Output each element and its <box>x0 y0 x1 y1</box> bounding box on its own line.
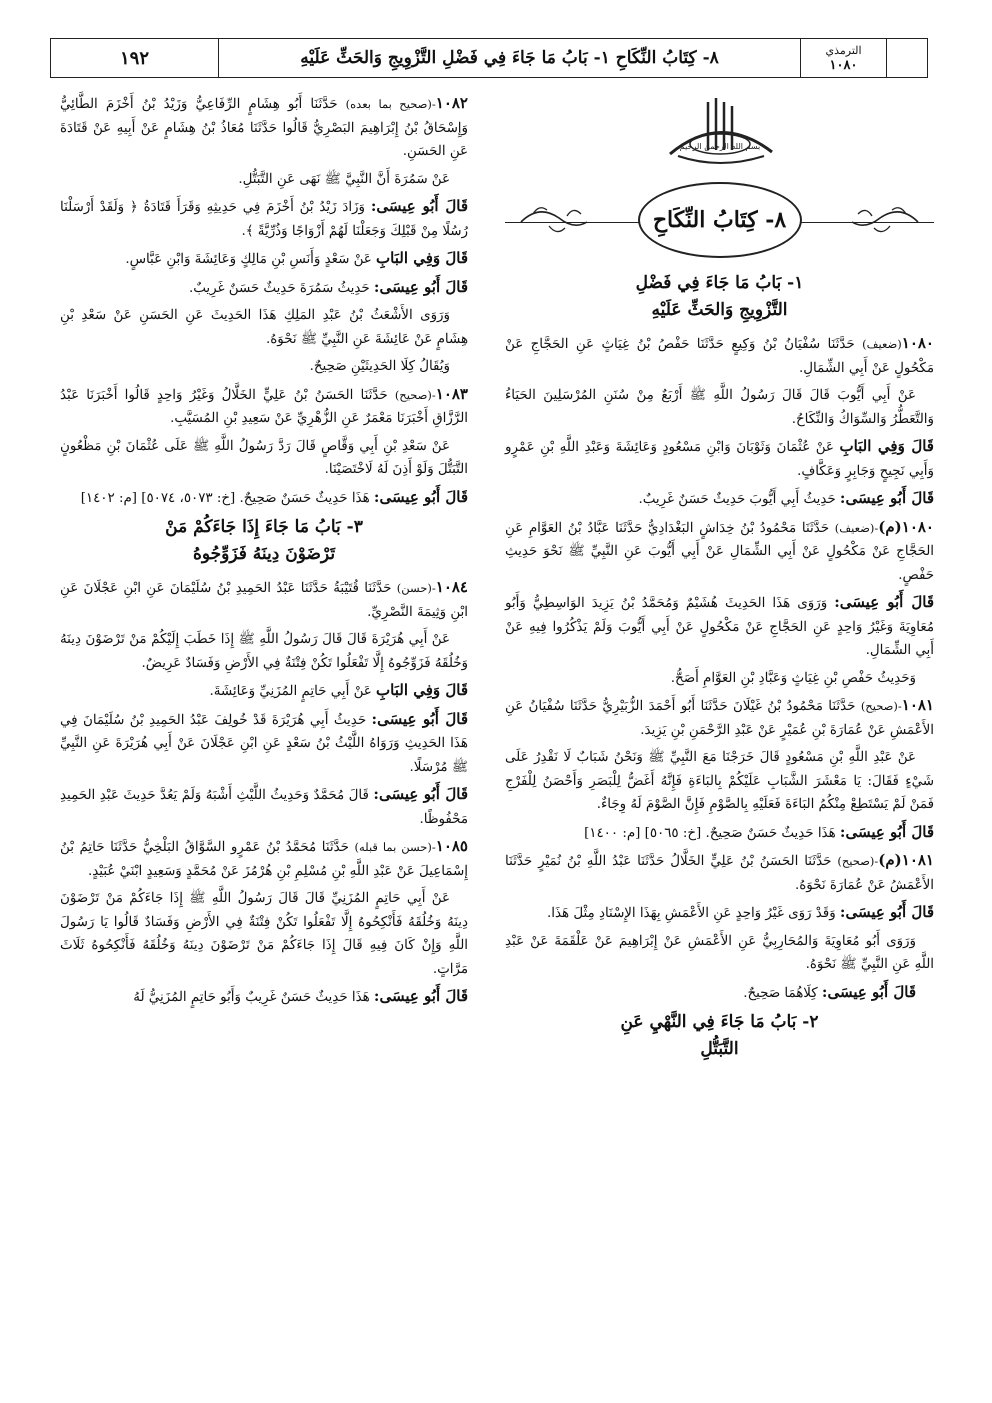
comment-label: قَالَ أَبُو عِيسَى: <box>839 903 934 921</box>
reference-box <box>801 39 887 77</box>
comment-label: قَالَ أَبُو عِيسَى: <box>834 593 934 611</box>
page-number: ١٩٢ <box>51 39 219 77</box>
chapter-heading-2 <box>505 1009 934 1063</box>
hadith-grade: -(صحيح) <box>860 699 902 713</box>
hadith-grade: -(ضعيف) <box>834 520 879 535</box>
hadith-grade: -(صحيح) <box>837 854 879 868</box>
book-title: ٨- كِتَابُ النِّكَاحِ <box>638 182 802 258</box>
hadith-number: ١٠٨١(م) <box>878 851 934 869</box>
chapter-heading-3 <box>60 514 468 568</box>
comment <box>505 487 934 512</box>
hadith-isnad: حَدَّثَنَا الحَسَنُ بْنُ عَلِيٍّ الخَلَّالُ وَغَيْرُ وَاحِدٍ قَالُوا أَخْبَرَنَا عَبْدُ الرَّزَّاقِ أَخْبَرَنَا مَعْمَرٌ عَنِ الزُّهْرِيِّ عَنْ سَعِيدِ بْنِ المُسَيَّبِ. <box>60 387 468 426</box>
hadith-grade: -(صحيح بما بعده) <box>345 97 436 111</box>
chapter-heading-1 <box>505 270 934 324</box>
hadith-1085 <box>60 835 468 883</box>
hadith-isnad: حَدَّثَنَا سُفْيَانُ بْنُ وَكِيعٍ حَدَّثَنَا حَفْصُ بْنُ غِيَاثٍ عَنِ الحَجَّاجِ عَنْ مَكْحُولٍ عَنْ أَبِي الشِّمَالِ. <box>505 337 934 376</box>
comment-text: وَزَادَ زَيْدُ بْنُ أَخْزَمَ فِي حَدِيثِهِ وَقَرَأَ قَتَادَةُ ﴿ وَلَقَدْ أَرْسَلْنَا رُسُلًا مِنْ قَبْلِكَ وَجَعَلْنَا لَهُمْ أَزْوَاجًا وَذُرِّيَّةً ﴾. <box>60 200 468 239</box>
basmala-text: بسم الله الرحمن الرحيم <box>679 142 760 151</box>
page-header <box>50 38 928 78</box>
basmala-icon <box>650 92 790 172</box>
hadith-grade: (ضعيف) <box>862 337 902 351</box>
comment-text: عَنْ سَعْدٍ وَأَنَسِ بْنِ مَالِكٍ وَعَائِشَةَ وَابْنِ عَبَّاسٍ. <box>125 252 377 267</box>
reference-number: ١٠٨٠ <box>829 58 858 73</box>
comment-text: وَحَدِيثُ حَفْصِ بْنِ غِيَاثٍ وَعَبَّادِ بْنِ العَوَّامِ أَصَحُّ. <box>670 670 916 686</box>
hadith-number: ١٠٨٠(م) <box>878 517 934 536</box>
comment-label: قَالَ أَبُو عِيسَى: <box>373 277 468 296</box>
comment-text: عَنْ عُثْمَانَ وَثَوْبَانَ وَابْنِ مَسْعُودٍ وَعَائِشَةَ وَعَبْدِ اللَّهِ بْنِ عَمْرٍو وَأَبِي نَجِيحٍ وَجَابِرٍ وَعَكَّافٍ. <box>505 440 934 479</box>
vine-left-icon <box>519 200 589 244</box>
comment-label: قَالَ أَبُو عِيسَى: <box>370 197 468 215</box>
hadith-1081 <box>505 694 934 742</box>
hadith-1081m <box>505 849 934 897</box>
comment <box>505 435 934 483</box>
comment <box>60 486 468 511</box>
chapter-heading-line: تَرْضَوْنَ دِينَهُ فَزَوِّجُوهُ <box>192 544 336 564</box>
hadith-isnad: حَدَّثَنَا مَحْمُودُ بْنُ خِدَاشٍ البَغْدَادِيُّ حَدَّثَنَا عَبَّادُ بْنُ العَوَّامِ عَنِ الحَجَّاجِ عَنْ مَكْحُولٍ عَنْ أَبِي الشِّمَالِ عَنْ أَبِي أَيُّوبَ عَنِ النَّبِيِّ ﷺ نَحْوَ حَدِيثِ حَفْصٍ. <box>505 520 934 583</box>
comment-text: هَذَا حَدِيثٌ حَسَنٌ غَرِيبٌ وَأَبُو حَاتِمٍ المُزَنِيُّ لَهُ <box>133 990 374 1005</box>
comment-label: قَالَ وَفِي البَابِ <box>839 437 934 455</box>
hadith-isnad: حَدَّثَنَا قُتَيْبَةُ حَدَّثَنَا عَبْدُ الحَمِيدِ بْنُ سُلَيْمَانَ عَنِ ابْنِ عَجْلَانَ عَنِ ابْنِ وَثِيمَةَ النَّصْرِيِّ. <box>60 581 468 620</box>
hadith-number: ١٠٨٥ <box>435 837 468 855</box>
hadith-1080 <box>505 332 934 380</box>
hadith-matn: عَنْ عَبْدِ اللَّهِ بْنِ مَسْعُودٍ قَالَ خَرَجْنَا مَعَ النَّبِيِّ ﷺ وَنَحْنُ شَبَابٌ لَا نَقْدِرُ عَلَى شَيْءٍ فَقَالَ: يَا مَعْشَرَ الشَّبَابِ عَلَيْكُمْ بِالبَاءَةِ فَإِنَّهُ أَغَضُّ لِلْبَصَرِ وَأَحْصَنُ لِلْفَرْجِ فَمَنْ لَمْ يَسْتَطِعْ مِنْكُمُ البَاءَةَ فَعَلَيْهِ بِالصَّوْمِ فَإِنَّ الصَّوْمَ لَهُ وِجَاءٌ. <box>505 750 934 812</box>
hadith-1080m <box>505 516 934 588</box>
chapter-heading-line: ٢- بَابُ مَا جَاءَ فِي النَّهْيِ عَنِ <box>620 1012 819 1032</box>
hadith-1082 <box>60 92 468 164</box>
chapter-heading-line: التَّزْوِيجِ وَالحَثِّ عَلَيْهِ <box>651 300 788 320</box>
hadith-grade: -(حسن بما قبله) <box>354 840 436 854</box>
comment-text: هَذَا حَدِيثٌ حَسَنٌ صَحِيحٌ. [خ: ٥٠٦٥] [م: ١٤٠٠] <box>584 825 840 841</box>
comment-text: عَنْ أَبِي حَاتِمٍ المُزَنِيِّ وَعَائِشَةَ. <box>209 684 377 699</box>
hadith-matn: عَنْ أَبِي حَاتِمٍ المُزَنِيِّ قَالَ قَالَ رَسُولُ اللَّهِ ﷺ إِذَا جَاءَكُمْ مَنْ تَرْضَوْنَ دِينَهُ وَخُلُقَهُ فَأَنْكِحُوهُ إِلَّا تَفْعَلُوا تَكُنْ فِتْنَةٌ فِي الأَرْضِ وَفَسَادٌ قَالُوا يَا رَسُولَ اللَّهِ وَإِنْ كَانَ فِيهِ قَالَ إِذَا جَاءَكُمْ مَنْ تَرْضَوْنَ دِينَهُ وَخُلُقَهُ فَأَنْكِحُوهُ ثَلَاثَ مَرَّاتٍ. <box>60 891 468 977</box>
hadith-matn: عَنْ أَبِي أَيُّوبَ قَالَ قَالَ رَسُولُ اللَّهِ ﷺ أَرْبَعٌ مِنْ سُنَنِ المُرْسَلِينَ الحَيَاءُ وَالتَّعَطُّرُ وَالسِّوَاكُ وَالنِّكَاحُ. <box>505 388 934 427</box>
hadith-1083 <box>60 383 468 431</box>
comment-text: كِلَاهُمَا صَحِيحٌ. <box>743 985 822 1001</box>
comment-text: قَالَ مُحَمَّدٌ وَحَدِيثُ اللَّيْثِ أَشْبَهُ وَلَمْ يَعُدَّ حَدِيثَ عَبْدِ الحَمِيدِ مَحْفُوظًا. <box>60 788 468 827</box>
chapter-heading-line: ٣- بَابُ مَا جَاءَ إِذَا جَاءَكُمْ مَنْ <box>165 517 363 537</box>
comment-label: قَالَ أَبُو عِيسَى: <box>371 709 468 728</box>
hadith-isnad: حَدَّثَنَا أَبُو هِشَامٍ الرِّفَاعِيُّ وَزَيْدُ بْنُ أَخْزَمَ الطَّائِيُّ وَإِسْحَاقُ بْنُ إِبْرَاهِيمَ البَصْرِيُّ قَالُوا حَدَّثَنَا مُعَاذُ بْنُ هِشَامٍ عَنْ أَبِيهِ عَنْ قَتَادَةَ عَنِ الحَسَنِ. <box>60 97 468 159</box>
hadith-matn: عَنْ أَبِي هُرَيْرَةَ قَالَ قَالَ رَسُولُ اللَّهِ ﷺ إِذَا خَطَبَ إِلَيْكُمْ مَنْ تَرْضَوْنَ دِينَهُ وَخُلُقَهُ فَزَوِّجُوهُ إِلَّا تَفْعَلُوا تَكُنْ فِتْنَةٌ فِي الأَرْضِ وَفَسَادٌ عَرِيضٌ. <box>60 632 468 671</box>
reference-label: الترمذي <box>825 44 862 57</box>
comment <box>505 821 934 846</box>
hadith-number: ١٠٨١ <box>901 696 934 714</box>
comment-text: وَرَوَى الأَشْعَثُ بْنُ عَبْدِ المَلِكِ هَذَا الحَدِيثَ عَنِ الحَسَنِ عَنْ سَعْدِ بْنِ هِشَامٍ عَنْ عَائِشَةَ عَنِ النَّبِيِّ ﷺ نَحْوَهُ. <box>60 308 468 347</box>
comment-text: وَرَوَى هَذَا الحَدِيثَ هُشَيْمٌ وَمُحَمَّدُ بْنُ يَزِيدَ الوَاسِطِيُّ وَأَبُو مُعَاوِيَةَ وَغَيْرُ وَاحِدٍ عَنِ الحَجَّاجِ عَنْ مَكْحُولٍ عَنْ أَبِي أَيُّوبَ وَلَمْ يَذْكُرُوا فِيهِ عَنْ أَبِي الشِّمَالِ. <box>505 596 934 658</box>
comment-text: حَدِيثُ أَبِي أَيُّوبَ حَدِيثٌ حَسَنٌ غَرِيبٌ. <box>638 492 840 507</box>
basmala-calligraphy <box>505 92 934 172</box>
hadith-number: ١٠٨٠ <box>901 334 934 352</box>
comment <box>60 276 468 301</box>
left-column <box>60 92 468 1375</box>
comment-text: وَقَدْ رَوَى غَيْرُ وَاحِدٍ عَنِ الأَعْمَشِ بِهَذَا الإِسْنَادِ مِثْلَ هَذَا. <box>547 906 840 921</box>
comment-label: قَالَ أَبُو عِيسَى: <box>821 982 916 1001</box>
comment-label: قَالَ أَبُو عِيسَى: <box>373 785 469 803</box>
hadith-matn: عَنْ سَمُرَةَ أَنَّ النَّبِيَّ ﷺ نَهَى عَنِ التَّبَتُّلِ. <box>238 171 450 187</box>
right-column <box>505 92 934 1375</box>
comment-label: قَالَ وَفِي البَابِ <box>376 681 468 699</box>
hadith-isnad: حَدَّثَنَا مُحَمَّدُ بْنُ عَمْرٍو السَّوَّاقُ البَلْخِيُّ حَدَّثَنَا حَاتِمُ بْنُ إِسْمَاعِيلَ عَنْ عَبْدِ اللَّهِ بْنِ مُسْلِمِ بْنِ هُرْمُزَ عَنْ مُحَمَّدٍ وَسَعِيدٍ ابْنَيْ عُبَيْدٍ. <box>60 840 468 879</box>
comment <box>60 985 468 1010</box>
hadith-isnad: حَدَّثَنَا الحَسَنُ بْنُ عَلِيٍّ الخَلَّالُ حَدَّثَنَا عَبْدُ اللَّهِ بْنُ نُمَيْرٍ حَدَّثَنَا الأَعْمَشُ عَنْ عُمَارَةَ نَحْوَهُ. <box>505 854 934 893</box>
comment-text: حَدِيثُ سَمُرَةَ حَدِيثٌ حَسَنٌ غَرِيبٌ. <box>188 280 374 296</box>
book-title-ornament <box>505 182 934 262</box>
comment <box>505 981 934 1006</box>
hadith-1084 <box>60 576 468 624</box>
comment <box>60 247 468 272</box>
hadith-grade: -(حسن) <box>396 581 436 595</box>
comment-text: وَرَوَى أَبُو مُعَاوِيَةَ وَالمُحَارِبِيُّ عَنِ الأَعْمَشِ عَنْ إِبْرَاهِيمَ عَنْ عَلْقَمَةَ عَنْ عَبْدِ اللَّهِ عَنِ النَّبِيِّ ﷺ نَحْوَهُ. <box>505 933 934 972</box>
hadith-isnad: حَدَّثَنَا مَحْمُودُ بْنُ غَيْلَانَ حَدَّثَنَا أَبُو أَحْمَدَ الزُّبَيْرِيُّ حَدَّثَنَا سُفْيَانُ عَنِ الأَعْمَشِ عَنْ عُمَارَةَ بْنِ عُمَيْرٍ عَنْ عَبْدِ الرَّحْمَنِ بْنِ يَزِيدَ. <box>505 699 934 738</box>
comment-label: قَالَ وَفِي البَابِ <box>376 249 468 267</box>
hadith-number: ١٠٨٤ <box>435 578 468 596</box>
comment <box>60 195 468 243</box>
comment <box>60 708 468 780</box>
hadith-grade: -(صحيح) <box>394 387 436 402</box>
chapter-heading-line: التَّبَتُّلِ <box>700 1039 739 1059</box>
comment-label: قَالَ أَبُو عِيسَى: <box>839 822 934 841</box>
vine-right-icon <box>850 200 920 244</box>
comment <box>60 679 468 704</box>
empty-cell <box>887 39 927 77</box>
comment-text: وَيُقَالُ كِلَا الحَدِيثَيْنِ صَحِيحٌ. <box>309 359 450 374</box>
running-title: ٨- كِتَابُ النِّكَاحِ ١- بَابُ مَا جَاءَ فِي فَضْلِ التَّزْوِيجِ وَالحَثِّ عَلَيْهِ <box>219 39 801 77</box>
hadith-number: ١٠٨٢ <box>435 94 468 112</box>
comment <box>505 901 934 926</box>
comment-text: هَذَا حَدِيثٌ حَسَنٌ صَحِيحٌ. [خ: ٥٠٧٣، ٥٠٧٤] [م: ١٤٠٢] <box>80 490 374 506</box>
hadith-number: ١٠٨٣ <box>435 384 468 403</box>
chapter-heading-line: ١- بَابُ مَا جَاءَ فِي فَضْلِ <box>635 273 804 293</box>
comment <box>505 591 934 663</box>
comment-label: قَالَ أَبُو عِيسَى: <box>839 489 934 507</box>
comment-text: حَدِيثُ أَبِي هُرَيْرَةَ قَدْ خُولِفَ عَبْدُ الحَمِيدِ بْنُ سُلَيْمَانَ فِي هَذَا الحَدِيثِ وَرَوَاهُ اللَّيْثُ بْنُ سَعْدٍ عَنِ ابْنِ عَجْلَانَ عَنْ أَبِي هُرَيْرَةَ عَنِ النَّبِيِّ ﷺ مُرْسَلًا. <box>60 712 468 775</box>
comment-label: قَالَ أَبُو عِيسَى: <box>373 987 468 1005</box>
comment-label: قَالَ أَبُو عِيسَى: <box>373 487 468 506</box>
comment <box>60 783 468 831</box>
hadith-matn: عَنْ سَعْدِ بْنِ أَبِي وَقَّاصٍ قَالَ رَدَّ رَسُولُ اللَّهِ ﷺ عَلَى عُثْمَانَ بْنِ مَظْعُونٍ التَّبَتُّلَ وَلَوْ أَذِنَ لَهُ لَاخْتَصَيْنَا. <box>60 438 468 477</box>
